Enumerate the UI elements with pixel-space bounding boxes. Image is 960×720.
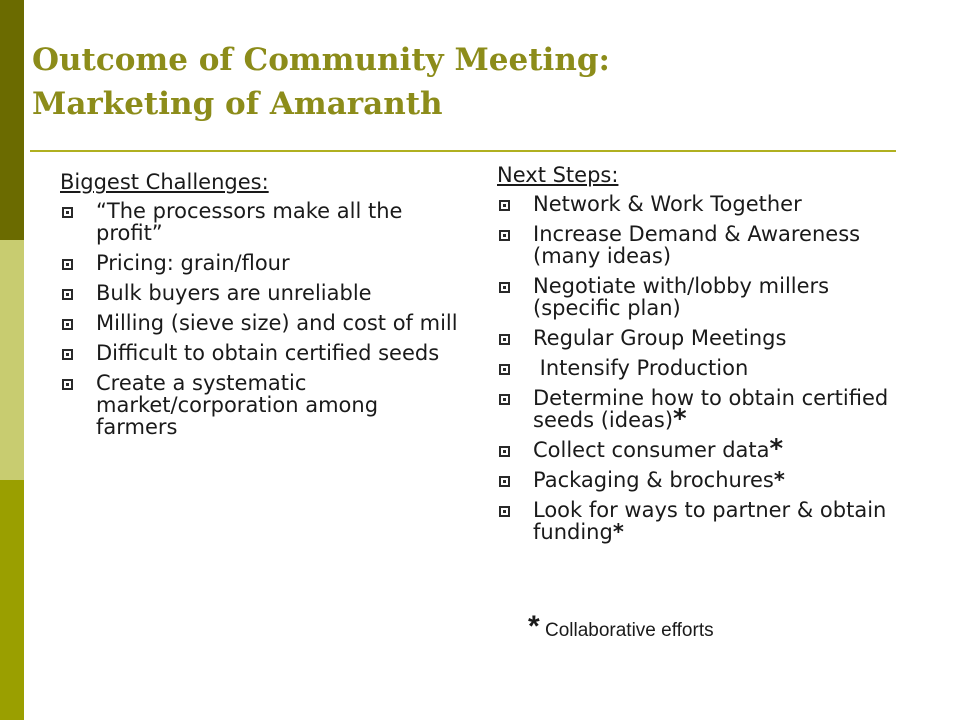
list-item-text: Network & Work Together (533, 192, 802, 216)
square-bullet-icon (499, 446, 510, 457)
list-item (497, 469, 917, 491)
footnote-text: Collaborative efforts (539, 620, 714, 641)
list-item (497, 434, 917, 464)
list-item (497, 193, 917, 215)
slide-title-line-1: Outcome of Community Meeting: (32, 42, 610, 78)
footnote (528, 610, 928, 646)
list-item-text: Increase Demand & Awareness (many ideas) (533, 222, 861, 268)
list-item (497, 327, 917, 349)
square-bullet-icon (62, 349, 73, 360)
list-item-text: Milling (sieve size) and cost of mill (96, 311, 458, 335)
collaborative-star-mark: * (773, 468, 785, 492)
challenges-column (60, 168, 460, 446)
square-bullet-icon (499, 200, 510, 211)
square-bullet-icon (62, 259, 73, 270)
list-item (60, 200, 460, 244)
challenges-heading: Biggest Challenges: (60, 170, 269, 194)
square-bullet-icon (499, 506, 510, 517)
square-bullet-icon (62, 319, 73, 330)
square-bullet-icon (499, 364, 510, 375)
list-item-text: Bulk buyers are unreliable (96, 281, 372, 305)
list-item-text: Pricing: grain/flour (96, 251, 290, 275)
square-bullet-icon (62, 379, 73, 390)
footnote-star: * (528, 610, 540, 643)
square-bullet-icon (499, 476, 510, 487)
next-steps-heading: Next Steps: (497, 163, 619, 187)
sidebar-band-top (0, 0, 24, 240)
square-bullet-icon (499, 230, 510, 241)
sidebar-decoration (0, 0, 24, 720)
square-bullet-icon (62, 289, 73, 300)
list-item (60, 312, 460, 334)
list-item-text: Intensify Production (533, 356, 749, 380)
list-item-text: Determine how to obtain certified seeds (ideas) (533, 386, 889, 432)
list-item (60, 252, 460, 274)
list-item-text: Regular Group Meetings (533, 326, 787, 350)
square-bullet-icon (499, 282, 510, 293)
list-item (497, 275, 917, 319)
list-item (60, 342, 460, 364)
square-bullet-icon (499, 334, 510, 345)
list-item (60, 282, 460, 304)
list-item (497, 223, 917, 267)
list-item-text: Collect consumer data (533, 438, 770, 462)
list-item-text: “The processors make all the profit” (96, 199, 403, 245)
sidebar-band-bottom (0, 480, 24, 720)
list-item-text: Create a systematic market/corporation among farmers (96, 371, 379, 439)
collaborative-star-mark: * (769, 434, 784, 464)
title-divider (30, 150, 896, 152)
list-item-text: Look for ways to partner & obtain funding (533, 498, 887, 544)
list-item (497, 499, 917, 543)
slide-title (32, 38, 912, 126)
square-bullet-icon (499, 394, 510, 405)
collaborative-star-mark: * (612, 520, 624, 544)
list-item-text: Difficult to obtain certified seeds (96, 341, 440, 365)
list-item-text: Packaging & brochures (533, 468, 774, 492)
list-item-text: Negotiate with/lobby millers (specific plan) (533, 274, 830, 320)
slide-title-line-2: Marketing of Amaranth (32, 86, 443, 122)
next-steps-column (497, 161, 917, 551)
list-item (497, 357, 917, 379)
next-steps-list (497, 193, 917, 543)
collaborative-star-mark: * (673, 404, 687, 434)
list-item (60, 372, 460, 438)
challenges-list (60, 200, 460, 438)
list-item (497, 386, 917, 434)
square-bullet-icon (62, 207, 73, 218)
sidebar-band-middle (0, 240, 24, 480)
